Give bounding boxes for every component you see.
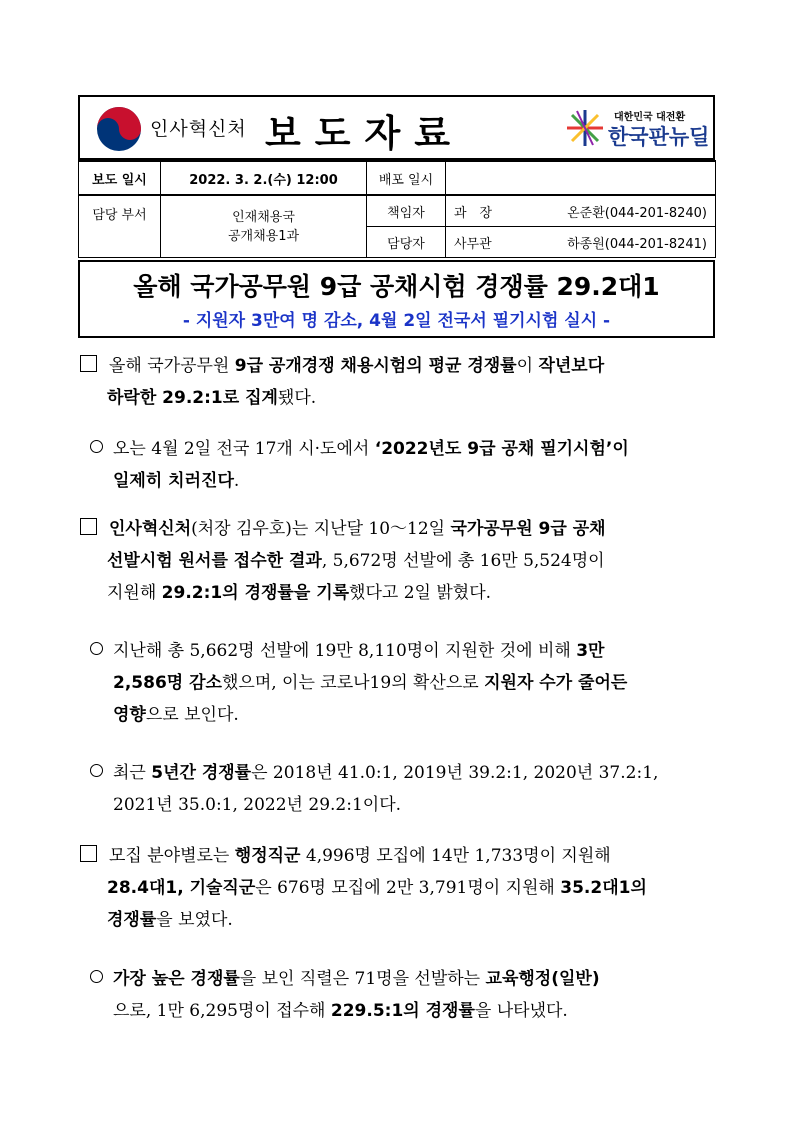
text-bold: 29.2:1의 경쟁률을 기록	[161, 583, 350, 603]
paragraph-4	[90, 635, 716, 731]
square-bullet-icon	[80, 355, 97, 372]
text: 됐다.	[277, 388, 317, 408]
text-bold: 인사혁신처	[109, 519, 192, 539]
staff-label: 담당자	[367, 227, 446, 258]
paragraph-7	[90, 963, 716, 1027]
square-bullet-icon	[80, 845, 97, 862]
text: .	[233, 471, 240, 491]
text: 했다고 2일 밝혔다.	[349, 583, 492, 603]
text-bold: 선발시험 원서를 접수한 결과	[107, 551, 322, 571]
text-bold: 지원자 수가 줄어든	[484, 673, 628, 693]
text-bold: 국가공무원 9급 공채	[450, 519, 606, 539]
staff-name: 하종원(044-201-8241)	[567, 236, 707, 252]
dept-line1: 인재채용국	[232, 209, 295, 225]
text: 을 나타냈다.	[474, 1001, 568, 1021]
text-bold: ‘2022년도 9급 공채 필기시험’이	[374, 439, 629, 459]
square-bullet-icon	[80, 518, 97, 535]
text: 은 2018년 41.0:1, 2019년 39.2:1, 2020년 37.2:1,	[251, 763, 659, 783]
staff-cell	[446, 227, 716, 258]
new-deal-logo-icon	[565, 108, 605, 148]
text-bold: 교육행정(일반)	[485, 969, 600, 989]
text: 4,996명 모집에 14만 1,733명이 지원해	[300, 846, 611, 866]
text: 올해 국가공무원	[109, 356, 235, 376]
text-bold: 9급 공개경쟁 채용시험의 평균 경쟁률	[234, 356, 517, 376]
resp-cell	[446, 195, 716, 227]
distribute-value	[446, 161, 716, 195]
distribute-label: 배포 일시	[367, 161, 446, 195]
text: 최근	[113, 763, 152, 783]
resp-title: 과 장	[454, 205, 493, 221]
text-bold: 2,586명 감소	[113, 673, 222, 693]
text-bold: 경쟁률	[107, 910, 157, 930]
paragraph-6	[80, 840, 716, 936]
text: 오는 4월 2일 전국 17개 시·도에서	[113, 439, 375, 459]
text: 모집 분야별로는	[109, 846, 235, 866]
text-bold: 35.2대1의	[560, 878, 647, 898]
text-bold: 229.5:1의 경쟁률	[330, 1001, 475, 1021]
text: 했으며, 이는 코로나19의 확산으로	[221, 673, 485, 693]
text-bold: 5년간 경쟁률	[151, 763, 252, 783]
text: 을 보인 직렬은 71명을 선발하는	[239, 969, 486, 989]
text-bold: 행정직군	[234, 846, 301, 866]
paragraph-1	[80, 350, 716, 414]
text-bold: 작년보다	[538, 356, 605, 376]
text: 지난해 총 5,662명 선발에 19만 8,110명이 지원한 것에 비해	[113, 641, 577, 661]
circle-bullet-icon	[90, 440, 103, 453]
text-bold: 일제히 치러진다	[113, 471, 234, 491]
circle-bullet-icon	[90, 642, 103, 655]
doc-title: 보도자료	[265, 112, 464, 155]
paragraph-2	[90, 433, 716, 497]
text-bold: 28.4대1, 기술직군	[107, 878, 256, 898]
circle-bullet-icon	[90, 970, 103, 983]
text: 이	[516, 356, 539, 376]
ministry-name: 인사혁신처	[150, 118, 247, 140]
headline: 올해 국가공무원 9급 공채시험 경쟁률 29.2대1	[133, 272, 660, 301]
text: 을 보였다.	[156, 910, 233, 930]
info-table	[78, 160, 716, 258]
dept-value	[161, 195, 367, 258]
text: 으로 보인다.	[145, 705, 239, 725]
text-bold: 하락한 29.2:1로 집계	[107, 388, 278, 408]
text: 은 676명 모집에 2만 3,791명이 지원해	[255, 878, 561, 898]
dept-line2: 공개채용1과	[227, 228, 300, 244]
text-bold: 가장 높은 경쟁률	[113, 969, 240, 989]
text: (처장 김우호)는 지난달 10～12일	[191, 519, 451, 539]
text: , 5,672명 선발에 총 16만 5,524명이	[321, 551, 605, 571]
text: 2021년 35.0:1, 2022년 29.2:1이다.	[113, 795, 402, 815]
text: 지원해	[107, 583, 162, 603]
brand-name: 한국판뉴딜	[608, 125, 710, 149]
paragraph-5	[90, 757, 716, 821]
text-bold: 3만	[576, 641, 605, 661]
taeguk-logo-icon	[96, 106, 142, 152]
resp-name: 온준환(044-201-8240)	[567, 205, 707, 221]
text: 으로, 1만 6,295명이 접수해	[113, 1001, 331, 1021]
paragraph-3	[80, 513, 716, 609]
resp-label: 책임자	[367, 195, 446, 227]
circle-bullet-icon	[90, 764, 103, 777]
brand-subtitle: 대한민국 대전환	[614, 112, 686, 123]
dept-label: 담당 부서	[79, 195, 161, 258]
subheadline: - 지원자 3만여 명 감소, 4월 2일 전국서 필기시험 실시 -	[182, 311, 611, 331]
staff-title: 사무관	[454, 236, 492, 252]
release-value: 2022. 3. 2.(수) 12:00	[161, 161, 367, 195]
text-bold: 영향	[113, 705, 146, 725]
release-label: 보도 일시	[79, 161, 161, 195]
